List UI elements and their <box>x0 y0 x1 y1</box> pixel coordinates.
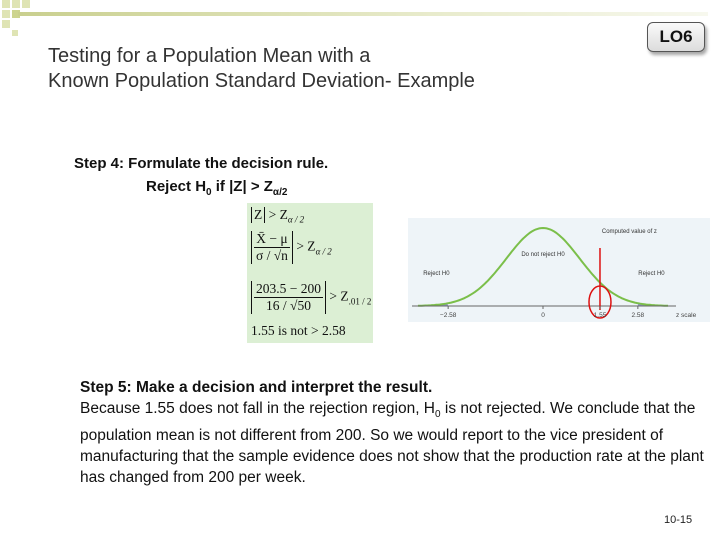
slide-title <box>48 44 628 94</box>
tick-neg-critical-label: −2.58 <box>439 312 457 319</box>
formula-line-3: $\frac{203.5 - 200}{16 / √50}$ > $Z_{.01 / 2}$ <box>251 281 371 314</box>
step4-block <box>74 152 328 204</box>
formula-line-4: 1.55 is not > 2.58 <box>251 323 346 338</box>
tick-computed-label: 1.55 <box>593 312 607 319</box>
step5-heading: Step 5: Make a decision and interpret the result. <box>80 379 433 396</box>
tick-pos-critical-label: 2.58 <box>631 312 645 319</box>
formula-line-1: $Z > Z_{\alpha / 2}$ <box>251 207 304 225</box>
annotation-reject-right: Reject H0 <box>638 271 665 277</box>
z-scale-label: z scale <box>676 312 697 319</box>
tick-zero-label: 0 <box>541 312 545 319</box>
formula-box <box>247 203 373 343</box>
annotation-do-not-reject: Do not reject H0 <box>521 252 565 258</box>
step5-block <box>80 377 710 488</box>
step4-heading: Step 4: Formulate the decision rule. <box>74 155 329 172</box>
corner-decoration <box>0 0 60 50</box>
normal-distribution-chart <box>408 218 710 322</box>
formula-line-2: $\frac{X̄ - \mu}{\sigma / √n}$ > $Z_{\alpha / 2}$ <box>251 231 332 264</box>
title-line-2: Known Population Standard Deviation- Example <box>48 70 475 92</box>
title-line-1: Testing for a Population Mean with a <box>48 45 371 67</box>
annotation-computed-z: Computed value of z <box>601 229 657 235</box>
step5-body: Because 1.55 does not fall in the rejection region, $H_0$ is not rejected. We conclude that the population mean is not different from 200. So we would report to the vice president of manufacturing that the sample evidence does not show that the production rate at the plant has changed from 200 per week. <box>80 400 704 487</box>
annotation-reject-left: Reject H0 <box>423 271 450 277</box>
decision-rule: Reject $H_0$ if $|Z| > Z_{\alpha/2}$ <box>146 178 288 198</box>
header-rule <box>18 12 708 16</box>
learning-objective-badge: LO6 <box>647 22 705 52</box>
page-number: 10-15 <box>664 514 693 526</box>
